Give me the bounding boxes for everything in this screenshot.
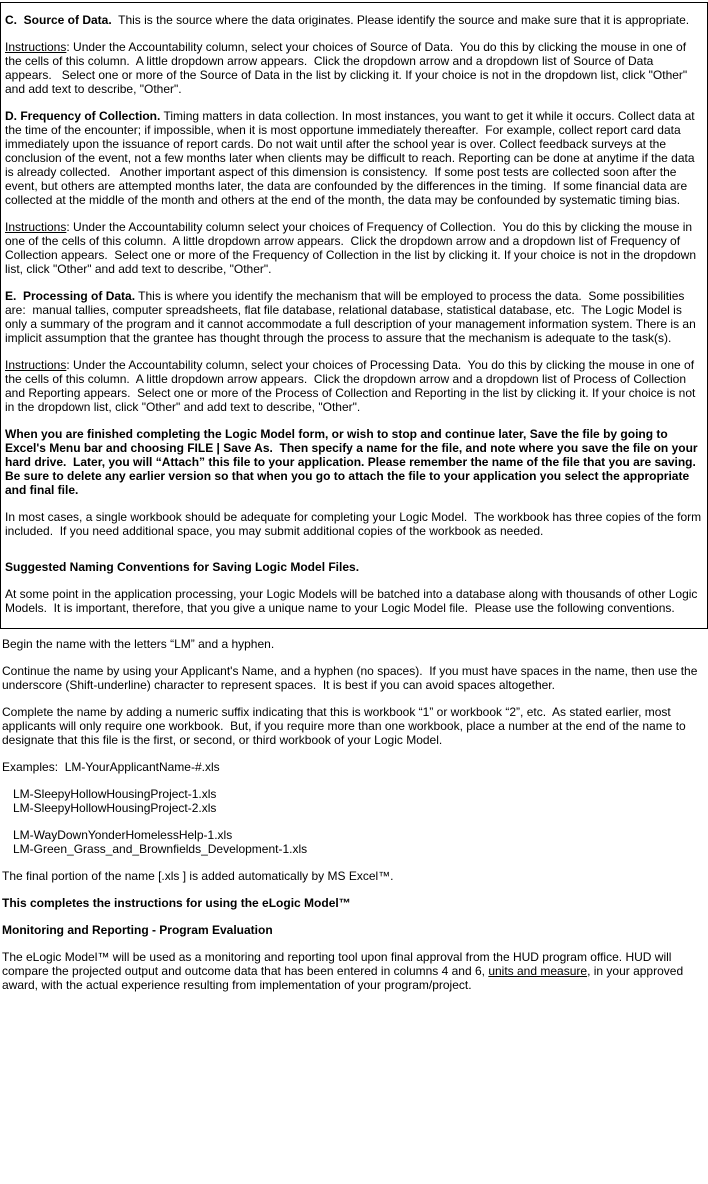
paragraph xyxy=(5,560,703,574)
paragraph xyxy=(2,828,702,842)
text-run: The eLogic Model™ will be used as a monitoring and reporting tool upon final approval from the HUD program office. HUD will compare the projected output and outcome data that has been entered in columns 4 and 6, xyxy=(2,950,675,978)
text-run: Timing matters in data collection. In most instances, you want to get it while it occurs. Collect data at the time of the encounter; if impossible, when it is most opportune immediately thereafter. For example, collect report card data immediately upon the issuance of report cards. Do not wait until after the school year is over. Collect feedback surveys at the conclusion of the event, not a few months later when clients may be difficult to reach. Reporting can be done at anytime if the data is already collected. Another important aspect of this dimension is consistency. If some post tests are collected soon after the event, but others are attempted months later, the data are confounded by the differences in the timing. If some financial data are collected at the middle of the month and others at the end of the month, the data may be confounded by systematic timing bias. xyxy=(5,109,698,207)
underlined-text-run: Instructions xyxy=(5,220,67,234)
bold-text-run: Suggested Naming Conventions for Saving Logic Model Files. xyxy=(5,560,360,574)
paragraph xyxy=(5,587,703,615)
paragraph xyxy=(2,950,702,992)
paragraph xyxy=(5,289,703,345)
text-run: The final portion of the name [.xls ] is added automatically by MS Excel™. xyxy=(2,869,394,883)
paragraph xyxy=(2,787,702,801)
bold-text-run: E. Processing of Data. xyxy=(5,289,136,303)
text-run: LM-WayDownYonderHomelessHelp-1.xls xyxy=(13,828,233,842)
paragraph xyxy=(2,842,702,856)
plain-text-section xyxy=(0,629,708,1009)
paragraph xyxy=(5,40,703,96)
paragraph xyxy=(2,801,702,815)
text-run: This is where you identify the mechanism that will be employed to process the data. Some possibilities are: manual tallies, computer spreadsheets, flat file database, relational database, statistical database, etc. The Logic Model is only a summary of the program and it cannot accommodate a full description of your management information system. There is an implicit assumption that the grantee has thought through the process to assure that the mechanism is adequate to the task(s). xyxy=(5,289,700,345)
text-run: At some point in the application processing, your Logic Models will be batched into a database along with thousands of other Logic Models. It is important, therefore, that you give a unique name to your Logic Model file. Please use the following conventions. xyxy=(5,587,701,615)
text-run: LM-SleepyHollowHousingProject-1.xls xyxy=(13,787,217,801)
text-run: Examples: LM-YourApplicantName-#.xls xyxy=(2,760,220,774)
text-run: In most cases, a single workbook should be adequate for completing your Logic Model. The workbook has three copies of the form included. If you need additional space, you may submit additional copies of the workbook as needed. xyxy=(5,510,705,538)
text-run: LM-SleepyHollowHousingProject-2.xls xyxy=(13,801,217,815)
paragraph xyxy=(5,220,703,276)
text-run: Continue the name by using your Applicant's Name, and a hyphen (no spaces). If you must have spaces in the name, then use the underscore (Shift-underline) character to represent spaces. It is best if you can avoid spaces altogether. xyxy=(2,664,701,692)
bold-text-run: D. Frequency of Collection. xyxy=(5,109,161,123)
paragraph xyxy=(5,427,703,497)
paragraph xyxy=(2,760,702,774)
underlined-text-run: Instructions xyxy=(5,40,67,54)
text-run: : Under the Accountability column select your choices of Frequency of Collection. You do this by clicking the mouse in one of the cells of this column. A little dropdown arrow appears. Click the dropdown arrow and a dropdown list of Frequency of Collection appears. Select one or more of the Frequency of Collection in the list by clicking it. If your choice is not in the dropdown list, click "Other" and add text to describe, "Other". xyxy=(5,220,700,276)
underlined-text-run: Instructions xyxy=(5,358,67,372)
text-run: LM-Green_Grass_and_Brownfields_Development-1.xls xyxy=(13,842,308,856)
bold-text-run: C. Source of Data. xyxy=(5,13,112,27)
paragraph xyxy=(2,869,702,883)
paragraph xyxy=(2,664,702,692)
text-run: , in your approved award, with the actual experience resulting from implementation of your program/project. xyxy=(2,964,687,992)
paragraph xyxy=(5,358,703,414)
paragraph xyxy=(5,510,703,538)
document-page xyxy=(0,2,708,1184)
document-body xyxy=(0,2,708,1009)
bold-text-run: Monitoring and Reporting - Program Evaluation xyxy=(2,923,273,937)
text-run: This is the source where the data originates. Please identify the source and make sure that it is appropriate. xyxy=(111,13,690,27)
text-run: : Under the Accountability column, select your choices of Source of Data. You do this by clicking the mouse in one of the cells of this column. A little dropdown arrow appears. Click the dropdown arrow and a dropdown list of Source of Data appears. Select one or more of the Source of Data in the list by clicking it. If your choice is not in the dropdown list, click "Other" and add text to describe, "Other". xyxy=(5,40,691,96)
paragraph xyxy=(2,923,702,937)
paragraph xyxy=(5,13,703,27)
bold-text-run: This completes the instructions for using the eLogic Model™ xyxy=(2,896,351,910)
underlined-text-run: units and measure xyxy=(488,964,588,978)
text-run: Complete the name by adding a numeric suffix indicating that this is workbook “1” or workbook “2”, etc. As stated earlier, most applicants will only require one workbook. But, if you require more than one workbook, place a number at the end of the name to designate that this file is the first, or second, or third workbook of your Logic Model. xyxy=(2,705,690,747)
text-run: Begin the name with the letters “LM” and a hyphen. xyxy=(2,637,275,651)
text-run: : Under the Accountability column, select your choices of Processing Data. You do this by clicking the mouse in one of the cells of this column. A little dropdown arrow appears. Click the dropdown arrow and a dropdown list of Process of Collection and Reporting appears. Select one or more of the Process of Collection and Reporting in the list by clicking it. If your choice is not in the dropdown list, click "Other" and add text to describe, "Other". xyxy=(5,358,699,414)
paragraph xyxy=(2,705,702,747)
bordered-instructions-section xyxy=(0,2,708,629)
paragraph xyxy=(5,109,703,207)
bold-text-run: When you are finished completing the Logic Model form, or wish to stop and continue later, Save the file by going to Excel's Menu bar and choosing FILE | Save As. Then specify a name for the file, and note where you save the file on your hard drive. Later, you will “Attach” this file to your application. Please remember the name of the file that you are saving. Be sure to delete any earlier version so that when you go to attach the file to your application you select the appropriate and final file. xyxy=(5,427,703,497)
paragraph xyxy=(2,637,702,651)
paragraph xyxy=(2,896,702,910)
